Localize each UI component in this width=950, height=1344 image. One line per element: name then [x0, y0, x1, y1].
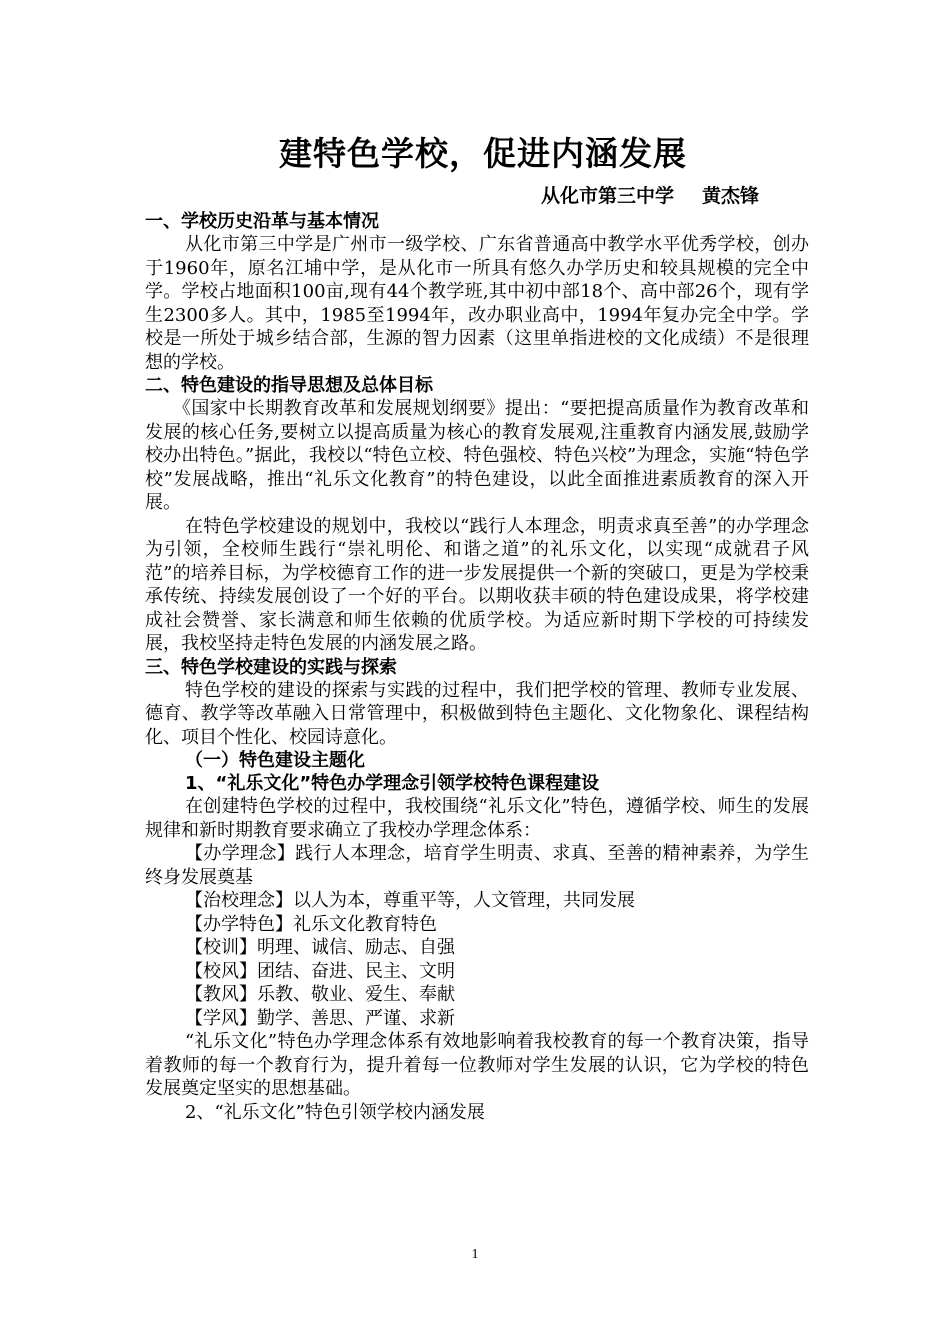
subsection-heading: 1、“礼乐文化”特色办学理念引领学校特色课程建设 [185, 773, 600, 794]
document-title: 建特色学校，促进内涵发展 [279, 134, 687, 173]
page-number: 1 [471, 1247, 479, 1262]
paragraph: 特色学校的建设的探索与实践的过程中，我们把学校的管理、教师专业发展、德育、教学等改革融入日常管理中，积极做到特色主题化、文化物象化、课程结构化、项目个性化、校园诗意化。 [145, 679, 809, 748]
paragraph: 在特色学校建设的规划中，我校以“践行人本理念，明责求真至善”的办学理念为引领，全校师生践行“崇礼明伦、和谐之道”的礼乐文化，以实现“成就君子风范”的培养目标，为学校德育工作的进一步发展提供一个新的突破口，更是为学校秉承传统、持续发展创设了一个好的平台。以期收获丰硕的特色建设成果，将学校建成社会赞誉、家长满意和师生依赖的优质学校。为适应新时期下学校的可持续发展，我校坚持走特色发展的内涵发展之路。 [145, 515, 809, 654]
motto-line: 【学风】勤学、善思、严谨、求新 [185, 1007, 455, 1029]
section-heading-1: 一、学校历史沿革与基本情况 [145, 211, 379, 232]
paragraph: 从化市第三中学是广州市一级学校、广东省普通高中教学水平优秀学校，创办于1960年，原名江埔中学，是从化市一所具有悠久办学历史和较具规模的完全中学。学校占地面积100亩,现有44个教学班,其中初中部18个、高中部26个，现有学生2300多人。其中，1985至1994年，改办职业高中，1994年复办完全中学。学校是一所处于城乡结合部，生源的智力因素（这里单指进校的文化成绩）不是很理想的学校。 [145, 234, 809, 373]
motto-line: 【办学特色】礼乐文化教育特色 [185, 913, 437, 935]
subsection-heading: （一）特色建设主题化 [185, 750, 365, 771]
paragraph: 2、“礼乐文化”特色引领学校内涵发展 [185, 1101, 485, 1123]
motto-line: 【校风】团结、奋进、民主、文明 [185, 960, 455, 982]
document-page [145, 128, 809, 1124]
section-heading-3: 三、特色学校建设的实践与探索 [145, 656, 397, 678]
paragraph: 在创建特色学校的过程中，我校围绕“礼乐文化”特色，遵循学校、师生的发展规律和新时期教育要求确立了我校办学理念体系： [145, 796, 809, 841]
motto-line: 【校训】明理、诚信、励志、自强 [185, 937, 455, 958]
author-name: 黄杰锋 [701, 185, 759, 207]
motto-line: 【治校理念】以人为本，尊重平等，人文管理，共同发展 [185, 890, 635, 911]
motto-line: 【教风】乐教、敬业、爱生、奉献 [185, 984, 455, 1005]
paragraph: 《国家中长期教育改革和发展规划纲要》提出：“要把提高质量作为教育改革和发展的核心任务,要树立以提高质量为核心的教育发展观,注重教育内涵发展,鼓励学校办出特色。”据此，我校以“特色立校、特色强校、特色兴校”为理念，实施“特色学校”发展战略，推出“礼乐文化教育”的特色建设，以此全面推进素质教育的深入开展。 [145, 398, 809, 513]
section-heading-2: 二、特色建设的指导思想及总体目标 [145, 375, 433, 396]
paragraph: “礼乐文化”特色办学理念体系有效地影响着我校教育的每一个教育决策，指导着教师的每一个教育行为，提升着每一位教师对学生发展的认识，它为学校的特色发展奠定坚实的思想基础。 [145, 1031, 809, 1099]
paragraph: 【办学理念】践行人本理念，培育学生明责、求真、至善的精神素养，为学生终身发展奠基 [145, 843, 809, 888]
author-school: 从化市第三中学 [540, 185, 674, 207]
author-line [145, 181, 809, 208]
